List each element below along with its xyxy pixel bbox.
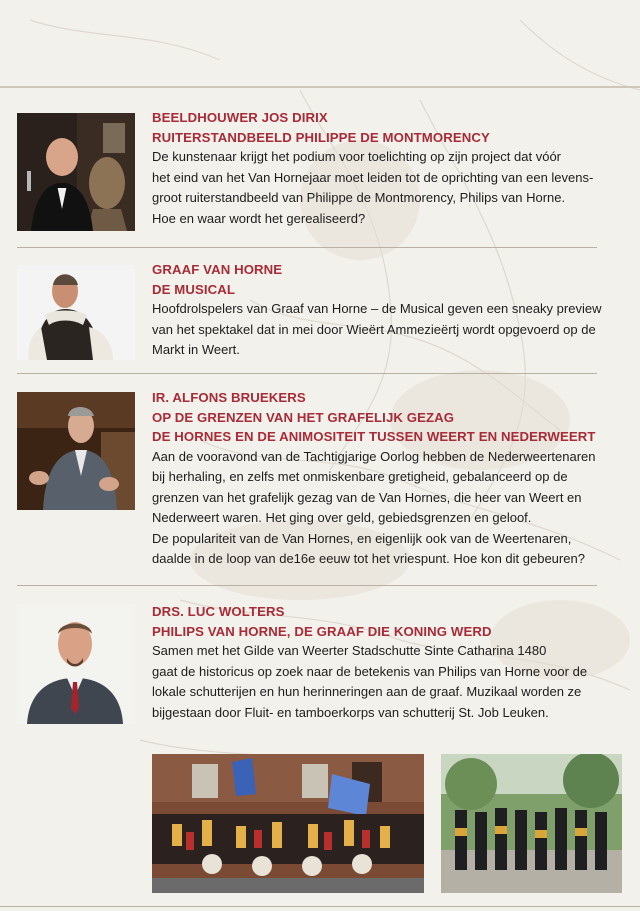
bottom-rule [0,906,640,907]
photo-alfons-bruekers [17,392,135,510]
body-line: bij herhaling, en zelfs met onmiskenbare gretigheid, gebalanceerd op de [152,469,568,485]
body-line: De kunstenaar krijgt het podium voor toelichting op zijn project dat vóór [152,149,561,164]
section-body [152,299,622,361]
body-line: De populariteit van de Van Hornes, en eigenlijk ook van de Weertenaren, [152,530,572,546]
photo-luc-wolters [17,604,135,724]
section-heading: GRAAF VAN HORNE [152,262,283,277]
photo-graaf-van-horne [17,265,135,360]
body-line: Markt in Weert. [152,342,240,358]
section-heading: IR. ALFONS BRUEKERS [152,390,306,405]
section-heading: DRS. LUC WOLTERS [152,604,285,619]
body-line: lokale schutterijen en hun herinneringen aan de graaf. Muzikaal worden ze [152,684,582,700]
body-line: bijgestaan door Fluit- en tamboerkorps van schutterij St. Job Leuken. [152,704,549,720]
section-luc-wolters [152,602,622,723]
section-subheading: PHILIPS VAN HORNE, DE GRAAF DIE KONING WERD [152,623,492,639]
section-body [152,641,622,723]
section-subheading: OP DE GRENZEN VAN HET GRAFELIJK GEZAG [152,409,455,425]
section-subheading: DE MUSICAL [152,281,236,297]
section-body [152,447,622,571]
body-line: grenzen van het grafelijk gezag van de Van Hornes, die heer van Weert en [152,489,582,505]
section-divider [17,247,597,248]
section-graaf-van-horne [152,260,622,361]
body-line: het eind van het Van Hornejaar moet leiden tot de oprichting van een levens- [152,169,594,185]
section-body [152,147,622,229]
body-line: van het spektakel dat in mei door Wieërt Ammezieërtj wordt opgevoerd op de [152,321,596,337]
section-divider [17,373,597,374]
body-line: Samen met het Gilde van Weerter Stadschutte Sinte Catharina 1480 [152,643,547,658]
section-alfons-bruekers [152,388,622,570]
section-subheading: DE HORNES EN DE ANIMOSITEIT TUSSEN WEERT EN NEDERWEERT [152,429,596,444]
photo-jos-dirix [17,113,135,231]
photo-tamboerkorps-parade [441,754,622,893]
body-line: Nederweert waren. Het ging over geld, gebiedsgrenzen en geloof. [152,510,532,526]
body-line: gaat de historicus op zoek naar de betekenis van Philips van Horne voor de [152,663,588,679]
section-divider [17,585,597,586]
body-line: daalde in de loop van de16e eeuw tot het vriespunt. Hoe kon dit gebeuren? [152,551,585,567]
top-rule [0,86,640,88]
section-jos-dirix [152,108,622,229]
body-line: groot ruiterstandbeeld van Philippe de Montmorency, Philips van Horne. [152,190,566,206]
body-line: Hoofdrolspelers van Graaf van Horne – de Musical geven een sneaky preview [152,301,602,316]
body-line: Hoe en waar wordt het gerealiseerd? [152,210,366,226]
body-line: Aan de vooravond van de Tachtigjarige Oorlog hebben de Nederweertenaren [152,448,596,464]
section-subheading: RUITERSTANDBEELD PHILIPPE DE MONTMORENCY [152,129,490,145]
section-heading: BEELDHOUWER JOS DIRIX [152,110,328,125]
photo-gilde-group [152,754,424,893]
